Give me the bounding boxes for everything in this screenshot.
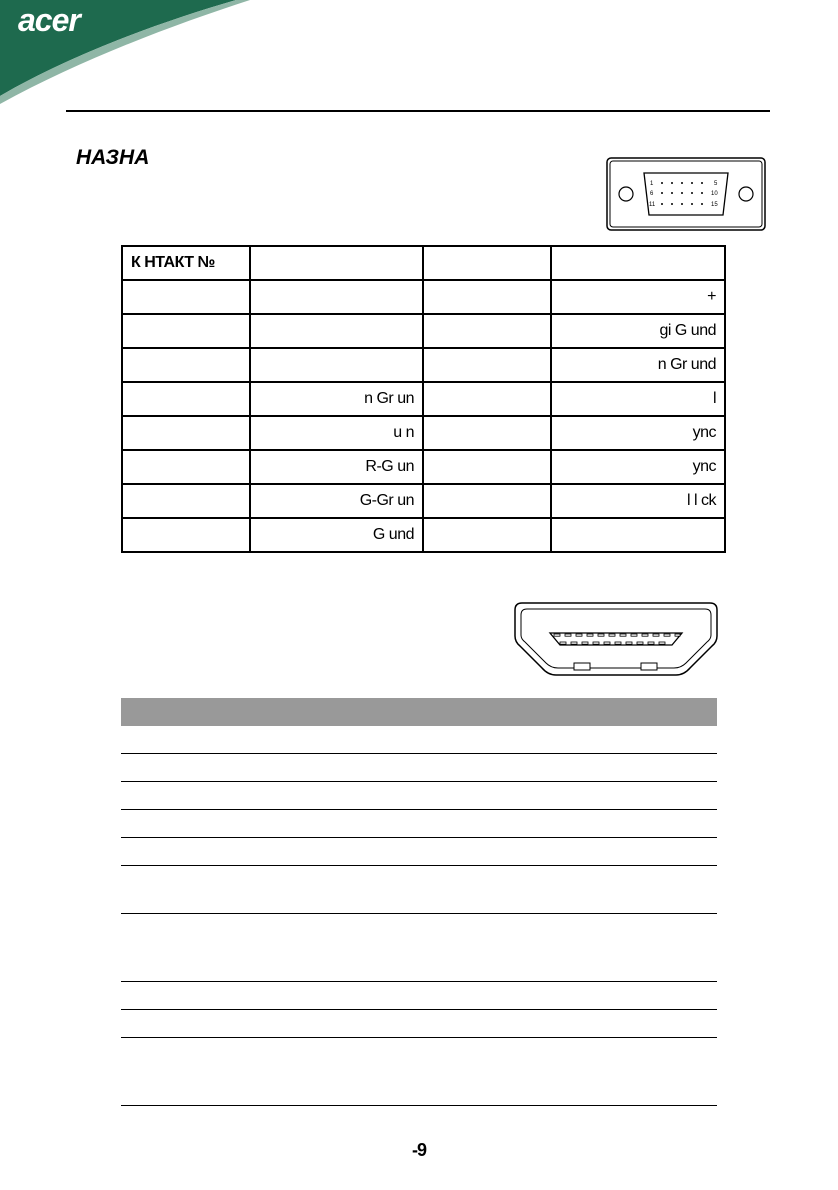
table-cell: + [551,280,725,314]
table-row [121,810,717,838]
table-cell: n Gr und [551,348,725,382]
table-row [121,1038,717,1106]
table-cell: l l ck [551,484,725,518]
pin-label-10: 10 [711,191,718,197]
hdmi-pin-table [121,698,717,1106]
table-cell: ync [551,416,725,450]
table-cell [423,416,551,450]
acer-logo: acer [18,2,80,38]
table-row [121,838,717,866]
table-row [122,518,725,552]
table-cell [423,314,551,348]
table-cell [551,518,725,552]
table-cell [423,348,551,382]
table-row [122,280,725,314]
table-cell [551,246,725,280]
table-row [122,348,725,382]
table-cell [122,450,250,484]
table-cell: R-G un [250,450,423,484]
table-cell [122,348,250,382]
table-cell [423,484,551,518]
table-row [121,866,717,914]
table-cell: ync [551,450,725,484]
header-rule [66,110,770,112]
table-cell [250,348,423,382]
table-cell [423,518,551,552]
table-row [122,484,725,518]
pin-label-5: 5 [714,181,718,187]
table-row [121,782,717,810]
pin-label-1: 1 [650,181,654,187]
table-cell [423,382,551,416]
table-cell [122,314,250,348]
header-banner [0,0,838,110]
table-row [121,754,717,782]
pin-label-15: 15 [711,202,718,208]
table-cell [122,518,250,552]
table-header-row [121,698,717,726]
table-cell [423,450,551,484]
table-cell [122,382,250,416]
table-row [122,382,725,416]
pin-label-11: 11 [649,202,656,208]
table-cell: n Gr un [250,382,423,416]
table-cell [423,246,551,280]
table-cell [423,280,551,314]
table-cell [250,246,423,280]
table-cell [122,484,250,518]
table-cell [250,314,423,348]
table-cell: G und [250,518,423,552]
table-cell [250,280,423,314]
table-row [122,314,725,348]
table-row [121,914,717,982]
banner-swoosh [0,0,838,110]
page-number: -9 [411,1140,426,1160]
table-cell: G-Gr un [250,484,423,518]
section-heading: НАЗНА [76,146,150,169]
hdmi-connector-diagram [514,602,718,678]
table-cell: gi G und [551,314,725,348]
table-row [122,450,725,484]
table-cell: К НТАКТ № [122,246,250,280]
table-row [121,982,717,1010]
table-cell [122,416,250,450]
table-cell: l [551,382,725,416]
table-header-row [122,246,725,280]
table-row [121,726,717,754]
vga-connector-diagram [606,157,766,231]
vga-pin-table [121,245,726,553]
pin-label-6: 6 [650,191,654,197]
table-cell [122,280,250,314]
table-cell: u n [250,416,423,450]
table-row [121,1010,717,1038]
table-row [122,416,725,450]
